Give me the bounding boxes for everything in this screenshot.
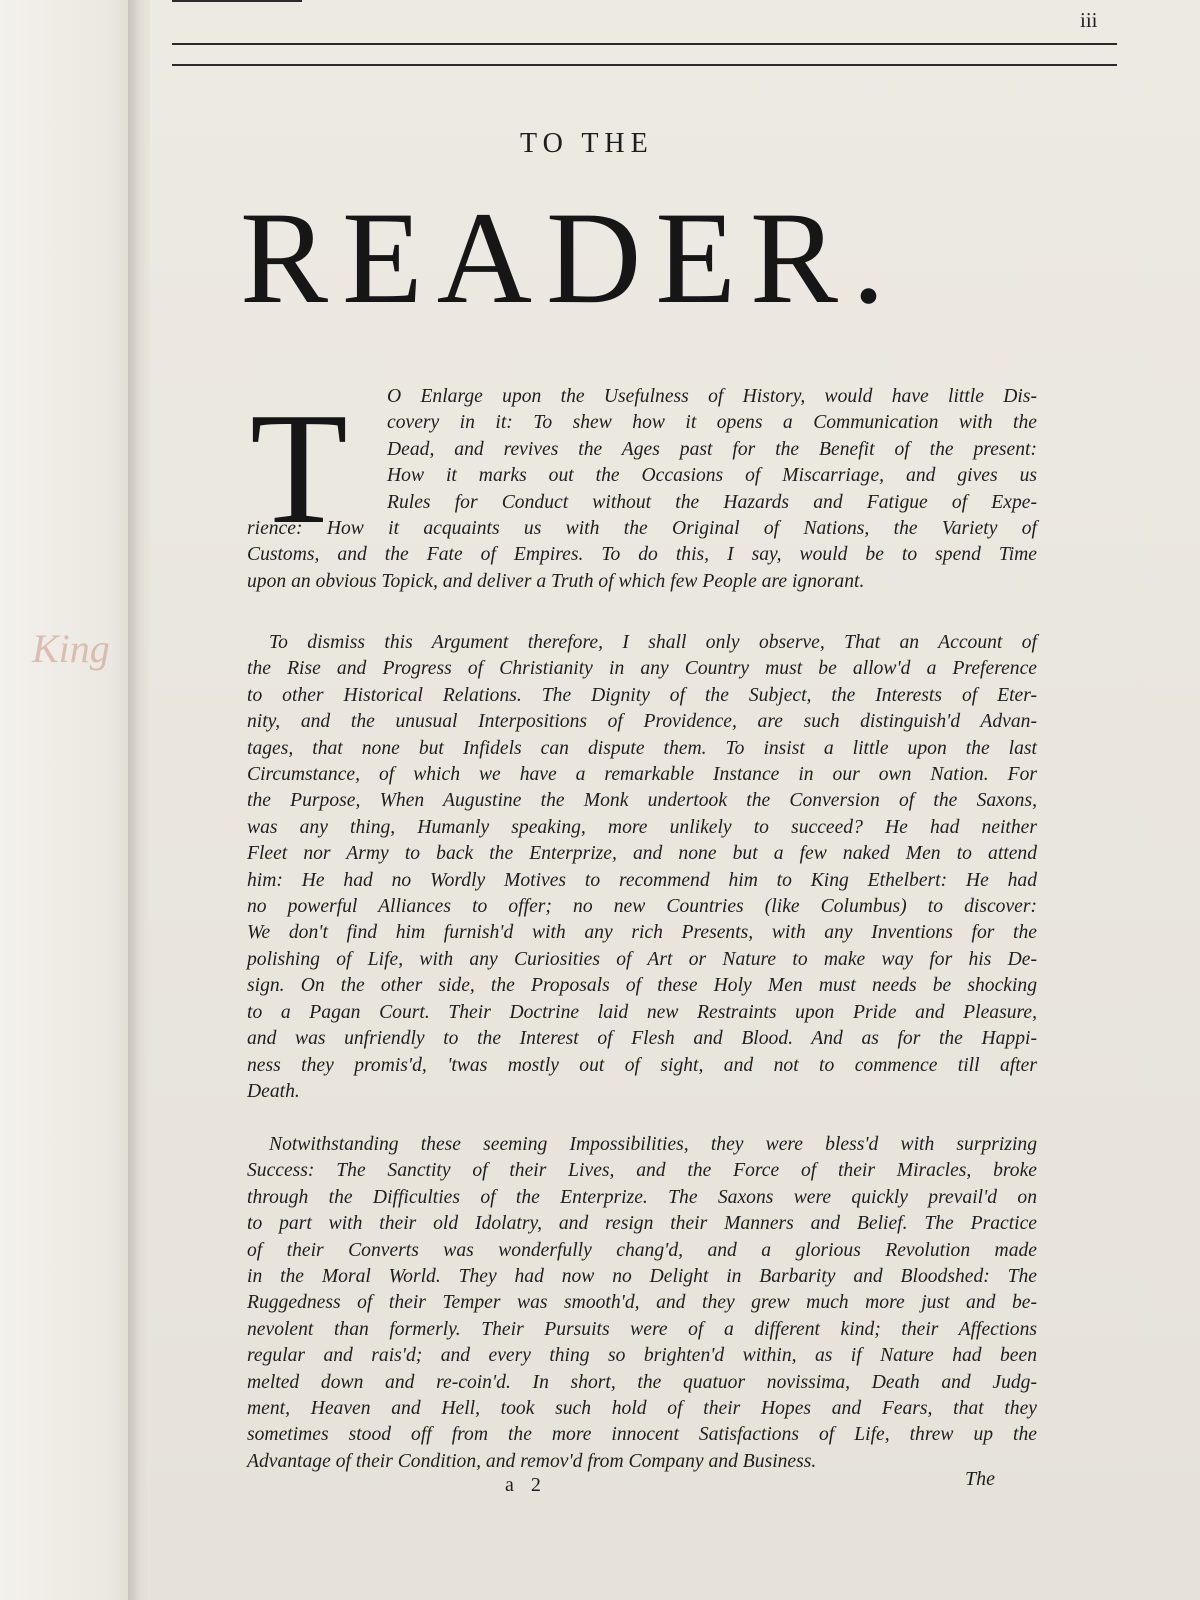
drop-cap: T [250, 379, 348, 557]
paragraph-line: nity, and the unusual Interpositions of Providence, are such distinguish'd Advan- [247, 711, 1037, 733]
heading-reader: READER. [240, 184, 899, 331]
paragraph-line: regular and rais'd; and every thing so brighten'd within, as if Nature had been [247, 1345, 1037, 1367]
paragraph-line: him: He had no Wordly Motives to recommend him to King Ethelbert: He had [247, 869, 1037, 891]
paragraph-line: in the Moral World. They had now no Delight in Barbarity and Bloodshed: The [247, 1266, 1037, 1288]
paragraph-line: to a Pagan Court. Their Doctrine laid new Restraints upon Pride and Pleasure, [247, 1001, 1037, 1023]
paragraph-line: to part with their old Idolatry, and resign their Manners and Belief. The Practice [247, 1213, 1037, 1235]
paragraph-line: ment, Heaven and Hell, took such hold of their Hopes and Fears, that they [247, 1398, 1037, 1420]
paragraph-line: was any thing, Humanly speaking, more unlikely to succeed? He had neither [247, 816, 1037, 838]
paragraph-line: How it marks out the Occasions of Miscarriage, and gives us [387, 465, 1037, 487]
paragraph-line: melted down and re-coin'd. In short, the quatuor novissima, Death and Judg- [247, 1371, 1037, 1393]
paragraph-line: To dismiss this Argument therefore, I shall only observe, That an Account of [269, 632, 1037, 653]
printer-signature: a 2 [505, 1474, 547, 1496]
paragraph-line: upon an obvious Topick, and deliver a Truth of which few People are ignorant. [247, 570, 865, 592]
paragraph-line: Circumstance, of which we have a remarkable Instance in our own Nation. For [247, 764, 1037, 786]
heading-to-the: TO THE [520, 128, 654, 159]
top-rule-fragment [172, 0, 302, 2]
paragraph-line: nevolent than formerly. Their Pursuits were of a different kind; their Affections [247, 1318, 1037, 1340]
catchword: The [965, 1468, 995, 1490]
paragraph-line: polishing of Life, with any Curiosities of Art or Nature to make way for his De- [247, 948, 1037, 970]
bleed-through-text: King [32, 626, 110, 671]
paragraph-1 [247, 379, 1037, 595]
book-gutter [128, 0, 150, 1600]
paragraph-line: to other Historical Relations. The Dignity of the Subject, the Interests of Eter- [247, 684, 1037, 706]
paragraph-line: Success: The Sanctity of their Lives, and the Force of their Miracles, broke [247, 1160, 1037, 1182]
header-rule [172, 43, 1117, 45]
header-rule-lower [172, 64, 1117, 66]
paragraph-line: Customs, and the Fate of Empires. To do this, I say, would be to spend Time [247, 544, 1037, 566]
page-number: iii [1080, 8, 1098, 32]
facing-page-edge [0, 0, 140, 1600]
paragraph-line: sign. On the other side, the Proposals of these Holy Men must needs be shocking [247, 975, 1037, 997]
paragraph-line: Advantage of their Condition, and remov'd from Company and Business. [247, 1450, 817, 1472]
paragraph-line: of their Converts was wonderfully chang'd, and a glorious Revolution made [247, 1239, 1037, 1261]
paragraph-line: We don't find him furnish'd with any rich Presents, with any Inventions for the [247, 922, 1037, 944]
paragraph-line: the Purpose, When Augustine the Monk undertook the Conversion of the Saxons, [247, 790, 1037, 812]
paragraph-line: Dead, and revives the Ages past for the Benefit of the present: [387, 438, 1037, 460]
paragraph-line: rience: How it acquaints us with the Original of Nations, the Variety of [247, 518, 1037, 540]
paragraph-line: Notwithstanding these seeming Impossibilities, they were bless'd with surprizing [269, 1134, 1037, 1155]
paragraph-3 [247, 1132, 1037, 1475]
paragraph-line: covery in it: To shew how it opens a Communication with the [387, 412, 1037, 434]
paragraph-line: Fleet nor Army to back the Enterprize, and none but a few naked Men to attend [247, 843, 1037, 865]
paragraph-line: Rules for Conduct without the Hazards and Fatigue of Expe- [387, 491, 1037, 513]
paragraph-line: Death. [247, 1080, 300, 1102]
paragraph-line: and was unfriendly to the Interest of Flesh and Blood. And as for the Happi- [247, 1028, 1037, 1050]
paragraph-line: through the Difficulties of the Enterprize. The Saxons were quickly prevail'd on [247, 1186, 1037, 1208]
paragraph-line: the Rise and Progress of Christianity in any Country must be allow'd a Preference [247, 658, 1037, 680]
paragraph-line: no powerful Alliances to offer; no new Countries (like Columbus) to discover: [247, 896, 1037, 918]
paragraph-line: Ruggedness of their Temper was smooth'd, and they grew much more just and be- [247, 1292, 1037, 1314]
paragraph-line: sometimes stood off from the more innocent Satisfactions of Life, threw up the [247, 1424, 1037, 1446]
paragraph-2 [247, 630, 1037, 1105]
paragraph-line: ness they promis'd, 'twas mostly out of sight, and not to commence till after [247, 1054, 1037, 1076]
paragraph-line: O Enlarge upon the Usefulness of History, would have little Dis- [387, 386, 1037, 407]
paragraph-line: tages, that none but Infidels can dispute them. To insist a little upon the last [247, 737, 1037, 759]
